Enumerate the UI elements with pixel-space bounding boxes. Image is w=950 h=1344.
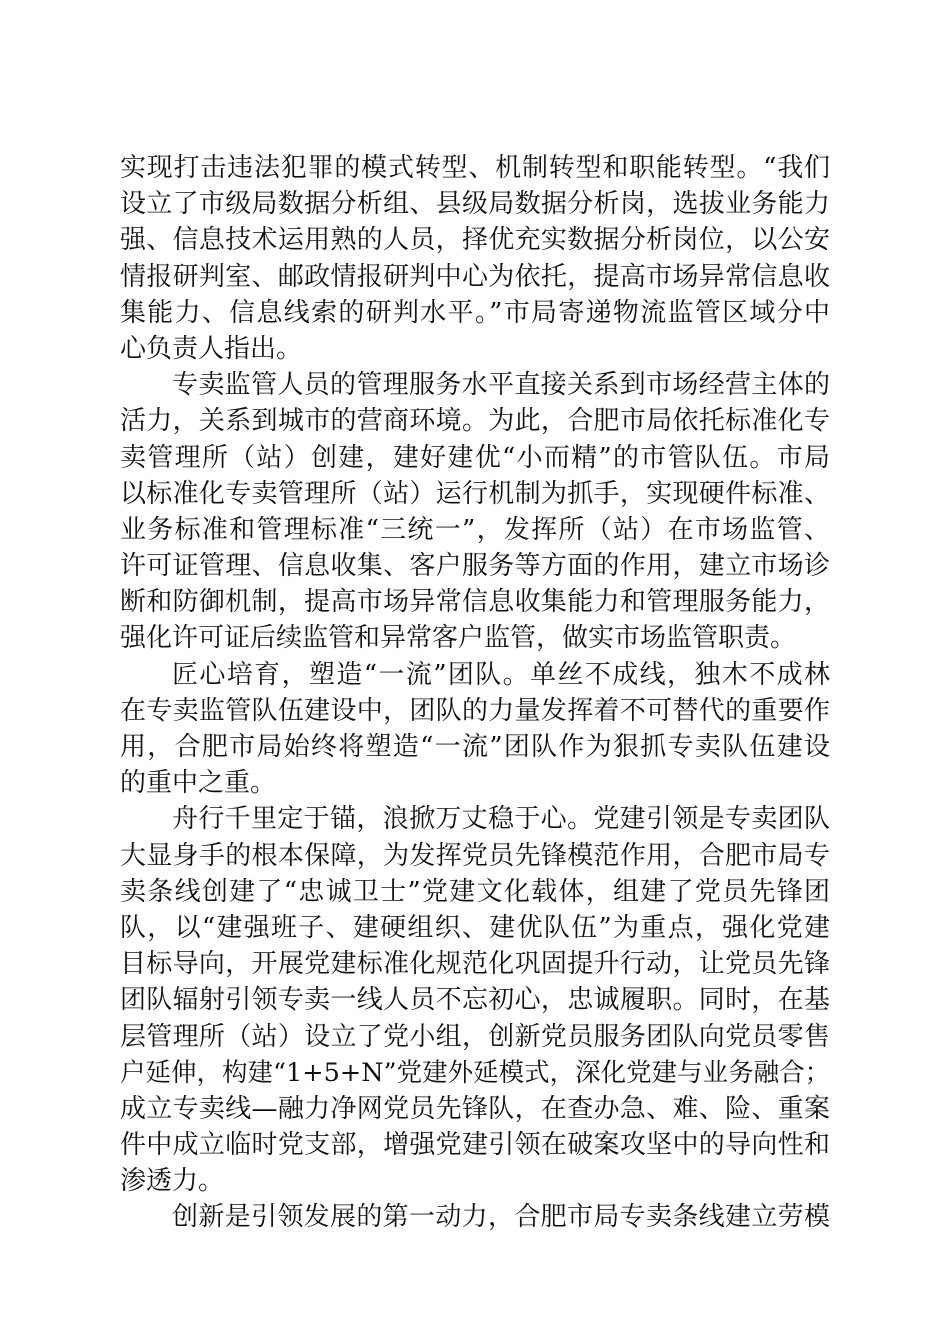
text-line: 舟行千里定于锚，浪掀万丈稳于心。党建引领是专卖团队 — [172, 804, 830, 835]
text-line: 设立了市级局数据分析组、县级局数据分析岗，选拔业务能力 — [120, 189, 830, 220]
text-line: 的重中之重。 — [120, 768, 277, 799]
text-line: 情报研判室、邮政情报研判中心为依托，提高市场异常信息收 — [120, 261, 830, 292]
text-line: 专卖监管人员的管理服务水平直接关系到市场经营主体的 — [172, 370, 830, 401]
text-line: 卖管理所（站）创建，建好建优“小而精”的市管队伍。市局 — [120, 442, 830, 473]
text-line: 在专卖监管队伍建设中，团队的力量发挥着不可替代的重要作 — [120, 695, 830, 726]
text-line: 目标导向，开展党建标准化规范化巩固提升行动，让党员先锋 — [120, 949, 830, 980]
text-line: 件中成立临时党支部，增强党建引领在破案攻坚中的导向性和 — [120, 1130, 830, 1161]
text-line: 活力，关系到城市的营商环境。为此，合肥市局依托标准化专 — [120, 406, 830, 437]
text-line: 大显身手的根本保障，为发挥党员先锋模范作用，合肥市局专 — [120, 840, 830, 871]
text-line: 匠心培育，塑造“一流”团队。单丝不成线，独木不成林 — [172, 659, 830, 690]
text-line: 断和防御机制，提高市场异常信息收集能力和管理服务能力， — [120, 587, 830, 618]
text-line: 队，以“建强班子、建硬组织、建优队伍”为重点，强化党建 — [120, 912, 830, 943]
text-line: 户延伸，构建“1+5+N”党建外延模式，深化党建与业务融合； — [120, 1057, 831, 1088]
text-line: 成立专卖线—融力净网党员先锋队，在查办急、难、险、重案 — [120, 1093, 830, 1124]
text-line: 用，合肥市局始终将塑造“一流”团队作为狠抓专卖队伍建设 — [120, 732, 830, 762]
document-page — [120, 150, 830, 1236]
text-line: 业务标准和管理标准“三统一”，发挥所（站）在市场监管、 — [120, 514, 830, 545]
text-line: 心负责人指出。 — [120, 333, 303, 364]
text-line: 集能力、信息线索的研判水平。”市局寄递物流监管区域分中 — [120, 297, 830, 328]
text-line: 实现打击违法犯罪的模式转型、机制转型和职能转型。“我们 — [120, 153, 830, 183]
text-line: 以标准化专卖管理所（站）运行机制为抓手，实现硬件标准、 — [120, 478, 830, 509]
text-line: 团队辐射引领专卖一线人员不忘初心，忠诚履职。同时，在基 — [120, 985, 830, 1016]
text-line: 强化许可证后续监管和异常客户监管，做实市场监管职责。 — [120, 623, 797, 654]
text-line: 许可证管理、信息收集、客户服务等方面的作用，建立市场诊 — [120, 551, 830, 582]
text-line: 强、信息技术运用熟的人员，择优充实数据分析岗位，以公安 — [120, 225, 830, 256]
text-line: 渗透力。 — [120, 1166, 225, 1197]
text-line: 创新是引领发展的第一动力，合肥市局专卖条线建立劳模 — [172, 1202, 830, 1233]
text-line: 卖条线创建了“忠诚卫士”党建文化载体，组建了党员先锋团 — [120, 876, 830, 907]
text-line: 层管理所（站）设立了党小组，创新党员服务团队向党员零售 — [120, 1021, 830, 1052]
